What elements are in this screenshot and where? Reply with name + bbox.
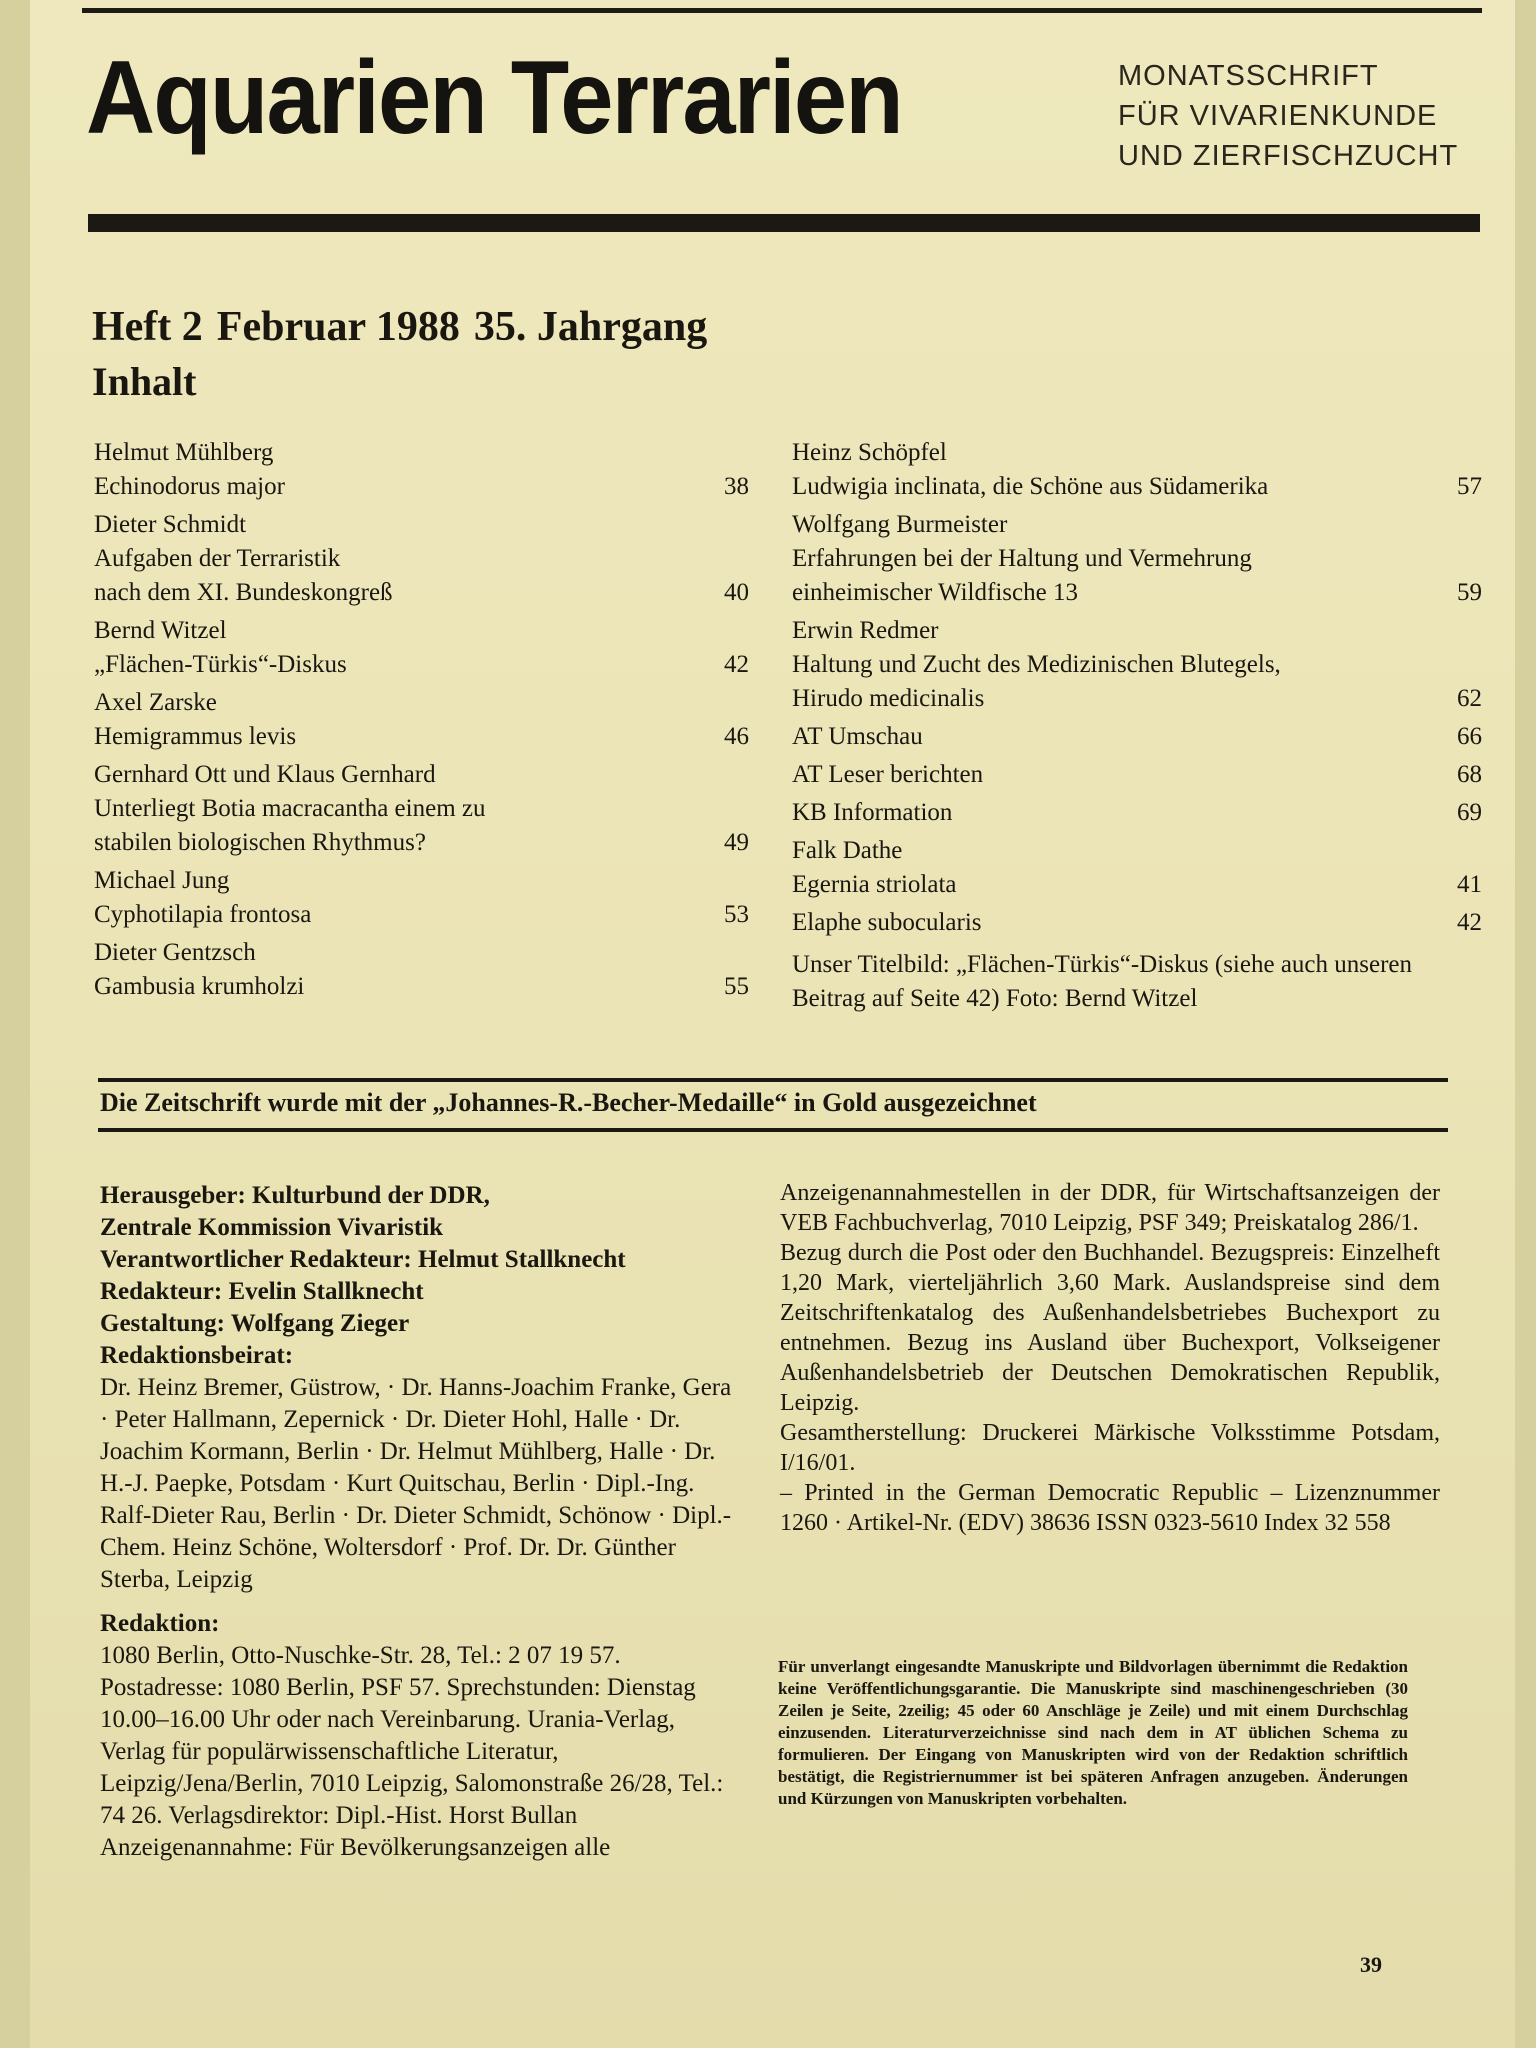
toc-title: Egernia striolata [792,871,957,898]
editorial-board: Dr. Heinz Bremer, Güstrow, · Dr. Hanns-Joachim Franke, Gera · Peter Hallmann, Zepernick · Dr. Dieter Hohl, Halle · Dr. Joachim Kormann, Berlin · Dr. Helmut Mühlberg, Halle · Dr. H.-J. Paepke, Potsdam · Kurt Quitschau, Berlin · Dipl.-Ing. Ralf-Dieter Rau, Berlin · Dr. Dieter Schmidt, Schönow · Dipl.-Chem. Heinz Schöne, Woltersdorf · Prof. Dr. Dr. Günther Sterba, Leipzig [100,1374,732,1593]
toc-title: Unterliegt Botia macracantha einem zu [94,795,486,822]
page-number: 39 [1360,1952,1382,1977]
redaktion-block [100,1608,740,1864]
redaktion-text: 1080 Berlin, Otto-Nuschke-Str. 28, Tel.: 2 07 19 57. Postadresse: 1080 Berlin, PSF 57. Sprechstunden: Dienstag 10.00–16.00 Uhr oder nach Vereinbarung. Urania-Verlag, Verlag für populärwissenschaftliche Literatur, Leipzig/Jena/Berlin, 7010 Leipzig, Salomonstraße 26/28, Tel.: 74 26. Verlagsdirektor: Dipl.-Hist. Horst Bullan Anzeigenannahme: Für Bevölkerungsanzeigen alle [100,1642,724,1861]
toc-title: nach dem XI. Bundeskongreß [94,579,393,606]
toc-page: 38 [724,473,749,500]
issue-line [92,306,721,348]
toc-entry [94,758,749,860]
award-rule-top [98,1078,1448,1082]
masthead-subtitle [1118,56,1458,176]
masthead-title: Aquarien Terrarien [86,40,902,156]
toc-entry [94,864,749,932]
toc-section: AT Leser berichten [792,761,984,788]
masthead-subtitle-line: FÜR VIVARIENKUNDE [1118,100,1438,132]
toc-title: Hemigrammus levis [94,723,297,750]
toc-author: Dieter Gentzsch [94,939,256,966]
toc-title: Echinodorus major [94,473,285,500]
toc-page: 53 [724,901,749,928]
toc-title: Cyphotilapia frontosa [94,901,312,928]
masthead-subtitle-line: MONATSSCHRIFT [1118,60,1379,92]
issue-volume: 35. Jahrgang [473,304,708,350]
toc-author: Axel Zarske [94,689,217,716]
imprint-right-column [780,1178,1440,1538]
toc-page: 46 [724,723,749,750]
imprint-line: Herausgeber: Kulturbund der DDR, [100,1182,490,1209]
toc-page: 62 [1457,685,1482,712]
toc-author: Michael Jung [94,867,230,894]
toc-title: stabilen biologischen Rhythmus? [94,829,426,856]
imprint-paragraph: – Printed in the German Democratic Republic – Lizenznummer 1260 · Artikel-Nr. (EDV) 38636 ISSN 0323-5610 Index 32 558 [780,1480,1440,1536]
toc-title: Erfahrungen bei der Haltung und Vermehrung [792,545,1252,572]
toc-entry [94,686,749,754]
toc-title: Aufgaben der Terraristik [94,545,341,572]
redaktion-label: Redaktion: [100,1610,220,1637]
imprint-paragraph: Anzeigenannahmestellen in der DDR, für Wirtschaftsanzeigen der VEB Fachbuchverlag, 7010 Leipzig, PSF 349; Preiskatalog 286/1. [780,1180,1440,1236]
toc-entry [792,720,1482,754]
toc-author: Bernd Witzel [94,617,227,644]
toc-title: „Flächen-Türkis“-Diskus [94,651,347,678]
toc-entry [792,436,1482,504]
toc-page: 57 [1457,473,1482,500]
award-notice: Die Zeitschrift wurde mit der „Johannes-R.-Becher-Medaille“ in Gold ausgezeichnet [100,1088,1037,1117]
toc-entry [792,758,1482,792]
imprint-left-column [100,1180,740,1864]
toc-page: 66 [1457,723,1482,750]
toc-title: Gambusia krumholzi [94,973,305,1000]
toc-page: 55 [724,973,749,1000]
toc-entry [94,508,749,610]
magazine-page [30,0,1515,2048]
top-rule [82,8,1482,13]
issue-date: Februar 1988 [216,304,460,350]
toc-page: 59 [1457,579,1482,606]
imprint-line: Gestaltung: Wolfgang Zieger [100,1310,410,1337]
toc-entry [792,614,1482,716]
toc-page: 40 [724,579,749,606]
toc-entry [792,796,1482,830]
toc-title: Ludwigia inclinata, die Schöne aus Südamerika [792,473,1269,500]
masthead-rule [88,214,1480,232]
toc-entry [792,508,1482,610]
toc-author: Helmut Mühlberg [94,439,274,466]
manuscript-notice: Für unverlangt eingesandte Manuskripte und Bildvorlagen übernimmt die Redaktion keine Veröffentlichungsgarantie. Die Manuskripte sind maschinengeschrieben (30 Zeilen je Seite, 2zeilig; 45 oder 60 Anschläge je Zeile) und mit einem Durchschlag einzusenden. Literaturverzeichnisse sind nach dem in AT üblichen Schema zu formulieren. Der Eingang von Manuskripten wird von der Redaktion schriftlich bestätigt, die Registriernummer ist bei späteren Anfragen anzugeben. Änderungen und Kürzungen von Manuskripten vorbehalten. [778,1657,1408,1808]
toc-author: Heinz Schöpfel [792,439,947,466]
toc-section: KB Information [792,799,953,826]
toc-entry [94,436,749,504]
toc-left-column [94,436,749,1008]
toc-author: Falk Dathe [792,837,903,864]
toc-entry [792,834,1482,902]
toc-page: 69 [1457,799,1482,826]
toc-entry [94,936,749,1004]
contents-heading: Inhalt [92,359,197,404]
imprint-paragraph: Bezug durch die Post oder den Buchhandel. Bezugspreis: Einzelheft 1,20 Mark, vierteljährlich 3,60 Mark. Auslandspreise sind dem Zeitschriftenkatalog des Außenhandelsbetriebes Buchexport zu entnehmen. Bezug ins Ausland über Buchexport, Volkseigener Außenhandelsbetrieb der Deutschen Demokratischen Republik, Leipzig. [780,1240,1440,1416]
toc-title: Elaphe subocularis [792,909,982,936]
toc-section: AT Umschau [792,723,923,750]
imprint-line: Redakteur: Evelin Stallknecht [100,1278,424,1305]
toc-page: 42 [1457,909,1482,936]
toc-title: Haltung und Zucht des Medizinischen Blutegels, [792,651,1281,678]
toc-entry [94,614,749,682]
toc-author: Wolfgang Burmeister [792,511,1008,538]
imprint-line: Verantwortlicher Redakteur: Helmut Stallknecht [100,1246,626,1273]
toc-title: Hirudo medicinalis [792,685,985,712]
issue-number: Heft 2 [92,304,203,350]
imprint-line: Redaktionsbeirat: [100,1342,294,1369]
toc-author: Gernhard Ott und Klaus Gernhard [94,761,436,788]
imprint-paragraph: Gesamtherstellung: Druckerei Märkische Volksstimme Potsdam, I/16/01. [780,1420,1440,1476]
toc-page: 42 [724,651,749,678]
toc-page: 68 [1457,761,1482,788]
toc-entry [792,906,1482,940]
toc-page: 41 [1457,871,1482,898]
cover-photo-note: Unser Titelbild: „Flächen-Türkis“-Diskus (siehe auch unseren Beitrag auf Seite 42) Foto: Bernd Witzel [792,951,1413,1012]
imprint-line: Zentrale Kommission Vivaristik [100,1214,444,1241]
toc-title: einheimischer Wildfische 13 [792,579,1078,606]
award-rule-bottom [98,1128,1448,1132]
toc-right-column [792,436,1482,1016]
toc-page: 49 [724,829,749,856]
masthead-subtitle-line: UND ZIERFISCHZUCHT [1118,140,1459,172]
toc-author: Erwin Redmer [792,617,939,644]
toc-author: Dieter Schmidt [94,511,247,538]
